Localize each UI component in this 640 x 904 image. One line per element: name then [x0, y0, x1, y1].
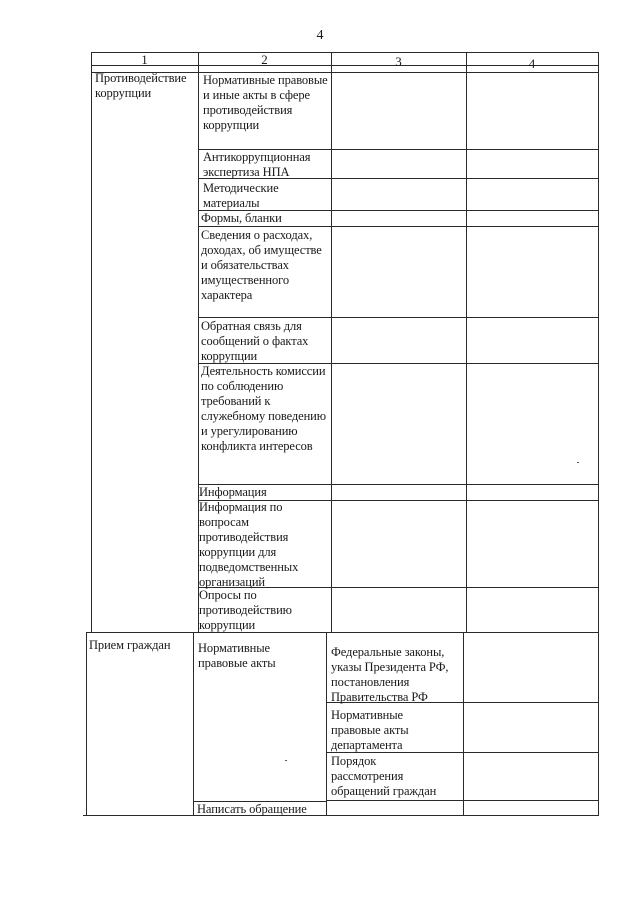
column-divider — [466, 52, 467, 633]
subitem: Нормативные правовые акты департамента — [331, 708, 409, 752]
subitem: Федеральные законы, указы Президента РФ, постановления Правительства РФ — [331, 645, 449, 704]
list-item: Нормативные правовые и иные акты в сфере противодействия коррупции — [203, 73, 328, 132]
section-divider — [87, 632, 599, 633]
list-item: Информация по вопросам противодействия коррупции для подведомственных организаций — [199, 500, 299, 589]
column-header-1: 1 — [141, 52, 148, 67]
list-item: Методические материалы — [203, 181, 279, 210]
table-right-border — [598, 52, 599, 816]
column-header-2: 2 — [261, 52, 268, 67]
column-divider — [331, 52, 332, 633]
section-title-citizen-reception: Прием граждан — [89, 638, 171, 652]
list-item: Информация — [199, 485, 267, 499]
column-divider — [326, 632, 327, 816]
row-divider — [198, 317, 599, 318]
list-item: Антикоррупционная экспертиза НПА — [203, 150, 311, 179]
section-title-anticorruption: Противодействие коррупции — [95, 71, 187, 100]
scan-speck — [577, 462, 579, 463]
table-bottom-border — [83, 815, 599, 816]
subitem: Порядок рассмотрения обращений граждан — [331, 754, 437, 798]
page-number: 4 — [316, 28, 324, 43]
list-item: Обратная связь для сообщений о фактах коррупции — [201, 319, 309, 363]
list-item: Деятельность комиссии по соблюдению требований к служебному поведению и урегулированию конфликта интересов — [201, 364, 327, 453]
table-left-border — [86, 632, 87, 816]
list-item: Нормативные правовые акты — [198, 641, 276, 670]
row-divider — [198, 226, 599, 227]
list-item: Написать обращение — [197, 802, 307, 816]
list-item: Формы, бланки — [201, 211, 282, 225]
column-header-4: 4 — [528, 56, 536, 71]
document-table — [91, 52, 599, 817]
list-item: Сведения о расходах, доходах, об имуществе и обязательствах имущественного характера — [201, 228, 322, 302]
column-header-3: 3 — [395, 54, 402, 69]
list-item: Опросы по противодействию коррупции — [199, 588, 292, 632]
column-divider — [193, 632, 194, 816]
table-left-border — [91, 52, 92, 633]
scan-speck — [285, 760, 287, 761]
